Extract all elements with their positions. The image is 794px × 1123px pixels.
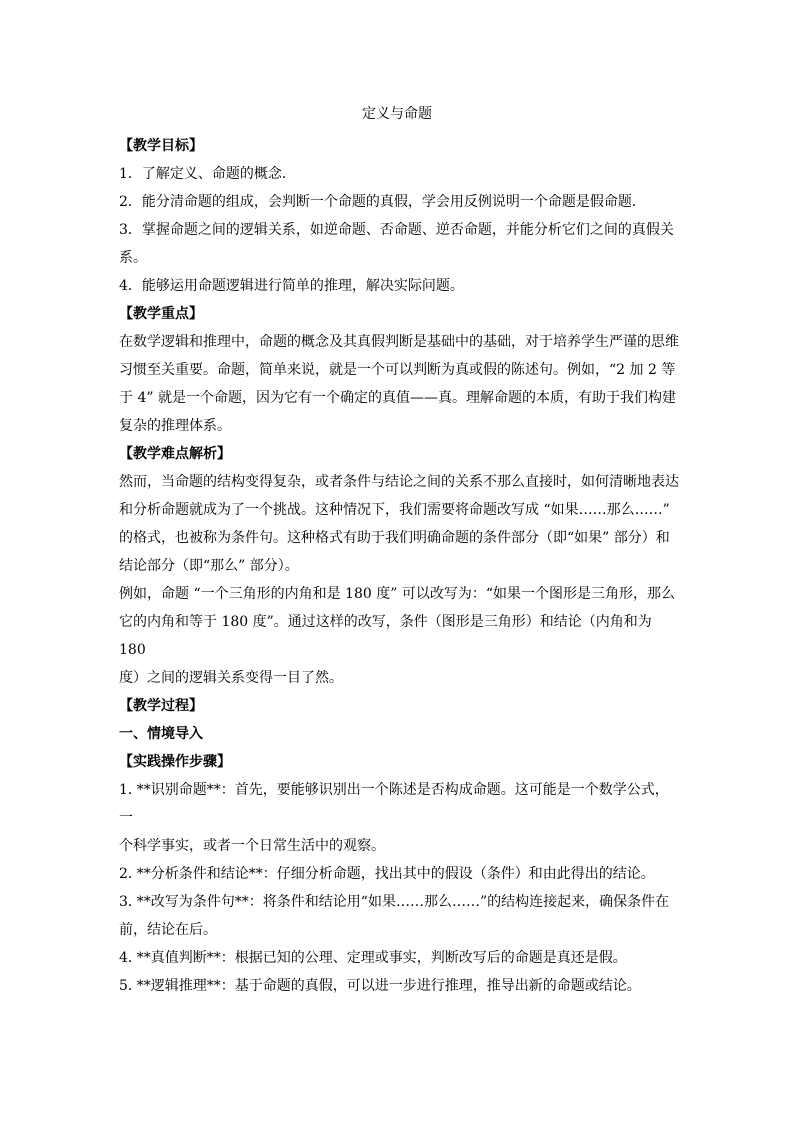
text-line: 复杂的推理体系。 bbox=[119, 418, 231, 434]
text-line: 4．能够运用命题逻辑进行简单的推理，解决实际问题。 bbox=[119, 278, 464, 294]
text-line: 习惯至关重要。命题，简单来说，就是一个可以判断为真或假的陈述句。例如，“2 加 2 等 bbox=[119, 362, 676, 378]
section-heading: 一、情境导入 bbox=[119, 726, 203, 742]
document-body bbox=[119, 132, 679, 1000]
text-line: 结论部分（即“那么” 部分）。 bbox=[119, 558, 299, 574]
text-line: 2. **分析条件和结论**：仔细分析命题，找出其中的假设（条件）和由此得出的结论。 bbox=[119, 866, 655, 882]
section-heading: 【教学重点】 bbox=[119, 306, 203, 322]
text-line: 然而，当命题的结构变得复杂，或者条件与结论之间的关系不那么直接时，如何清晰地表达 bbox=[119, 474, 679, 490]
text-line: 和分析命题就成为了一个挑战。这种情况下，我们需要将命题改写成 “如果……那么……” bbox=[119, 502, 670, 518]
text-line: 前，结论在后。 bbox=[119, 922, 217, 938]
section-heading: 【教学难点解析】 bbox=[119, 446, 231, 462]
text-line: 例如，命题 “一个三角形的内角和是 180 度” 可以改写为：“如果一个图形是三角形，那么 bbox=[119, 586, 675, 602]
section-heading: 【教学过程】 bbox=[119, 698, 203, 714]
text-line: 在数学逻辑和推理中，命题的概念及其真假判断是基础中的基础，对于培养学生严谨的思维 bbox=[119, 334, 679, 350]
text-line: 1. **识别命题**：首先，要能够识别出一个陈述是否构成命题。这可能是一个数学公式，一 bbox=[119, 782, 669, 826]
text-line: 个科学事实，或者一个日常生活中的观察。 bbox=[119, 838, 385, 854]
text-line: 3．掌握命题之间的逻辑关系，如逆命题、否命题、逆否命题，并能分析它们之间的真假关 bbox=[119, 222, 674, 238]
text-line: 4. **真值判断**：根据已知的公理、定理或事实，判断改写后的命题是真还是假。 bbox=[119, 950, 627, 966]
text-line: 它的内角和等于 180 度”。通过这样的改写，条件（图形是三角形）和结论（内角和为 180 bbox=[119, 614, 657, 658]
document-title: 定义与命题 bbox=[362, 106, 432, 122]
text-line: 3. **改写为条件句**：将条件和结论用“如果……那么……”的结构连接起来，确保条件在 bbox=[119, 894, 670, 910]
text-line: 度）之间的逻辑关系变得一目了然。 bbox=[119, 670, 343, 686]
section-heading: 【实践操作步骤】 bbox=[119, 754, 231, 770]
text-line: 系。 bbox=[119, 250, 147, 266]
text-line: 1．了解定义、命题的概念． bbox=[119, 166, 296, 182]
text-line: 2．能分清命题的组成，会判断一个命题的真假，学会用反例说明一个命题是假命题． bbox=[119, 194, 646, 210]
section-heading: 【教学目标】 bbox=[119, 138, 203, 154]
text-line: 的格式，也被称为条件句。这种格式有助于我们明确命题的条件部分（即“如果” 部分）和 bbox=[119, 530, 670, 546]
text-line: 5. **逻辑推理**：基于命题的真假，可以进一步进行推理，推导出新的命题或结论。 bbox=[119, 978, 641, 994]
text-line: 于 4” 就是一个命题，因为它有一个确定的真值——真。理解命题的本质，有助于我们构建 bbox=[119, 390, 676, 406]
